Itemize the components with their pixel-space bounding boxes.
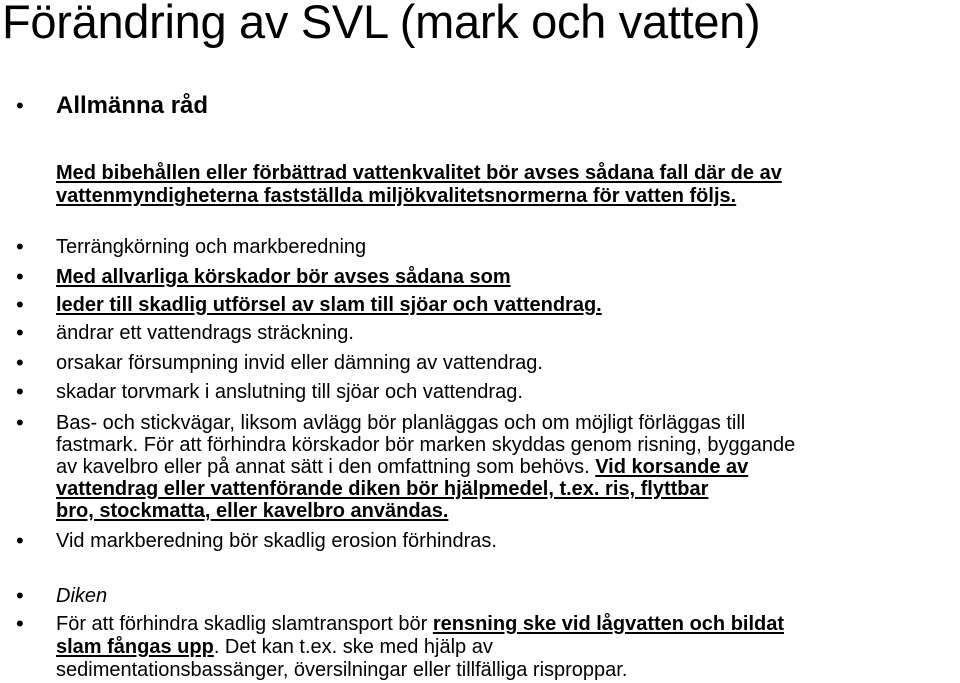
bullet: • [16,528,24,553]
advice-line: Med bibehållen eller förbättrad vattenkvalitet bör avses sådana fall där de av [56,162,782,184]
list-item-text [56,635,952,659]
bullet: • [16,410,24,435]
emphasis-text: rensning ske vid lågvatten och bildat [432,613,785,635]
bullet: • [16,234,24,259]
bullet: • [16,292,24,317]
list-item-text: Med allvarliga körskador bör avses sådana som [56,266,511,288]
section-heading: Allmänna råd [56,92,209,119]
bullet: • [16,93,24,118]
bullet: • [16,264,24,289]
bullet: • [16,583,24,608]
bullet: • [16,379,24,404]
text-span: . Det kan t.ex. ske med hjälp av [213,636,493,658]
page-title: Förändring av SVL (mark och vatten) [2,0,761,48]
list-item-text: sedimentationsbassänger, översilningar eller tillfälliga risproppar. [56,659,628,681]
emphasis-text: Vid korsande av [595,456,749,478]
list-item-text: orsakar försumpning invid eller dämning av vattendrag. [56,352,543,374]
text-span: av kavelbro eller på annat sätt i den omfattning som behövs. [56,456,596,478]
list-item-text [56,612,952,636]
list-item-text: Bas- och stickvägar, liksom avlägg bör planläggas och om möjligt förläggas till [56,412,746,434]
list-item-text: Terrängkörning och markberedning [56,236,367,258]
list-item-text: Vid markberedning bör skadlig erosion förhindras. [56,530,497,552]
emphasis-text: slam fångas upp [56,636,214,658]
section-heading: Diken [56,585,108,607]
bullet: • [16,320,24,345]
list-item-text: ändrar ett vattendrags sträckning. [56,322,354,344]
emphasis-text: bro, stockmatta, eller kavelbro användas. [56,500,449,522]
list-item-text: skadar torvmark i anslutning till sjöar och vattendrag. [56,381,523,403]
text-span: För att förhindra skadlig slamtransport bör [56,613,433,635]
advice-line: vattenmyndigheterna fastställda miljökvalitetsnormerna för vatten följs. [56,185,737,207]
list-item-text: leder till skadlig utförsel av slam till sjöar och vattendrag. [56,294,602,316]
list-item-text: fastmark. För att förhindra körskador bör marken skyddas genom risning, byggande [56,434,796,456]
list-item-text [56,455,952,479]
emphasis-text: vattendrag eller vattenförande diken bör hjälpmedel, t.ex. ris, flyttbar [56,478,709,500]
bullet: • [16,611,24,636]
bullet: • [16,350,24,375]
